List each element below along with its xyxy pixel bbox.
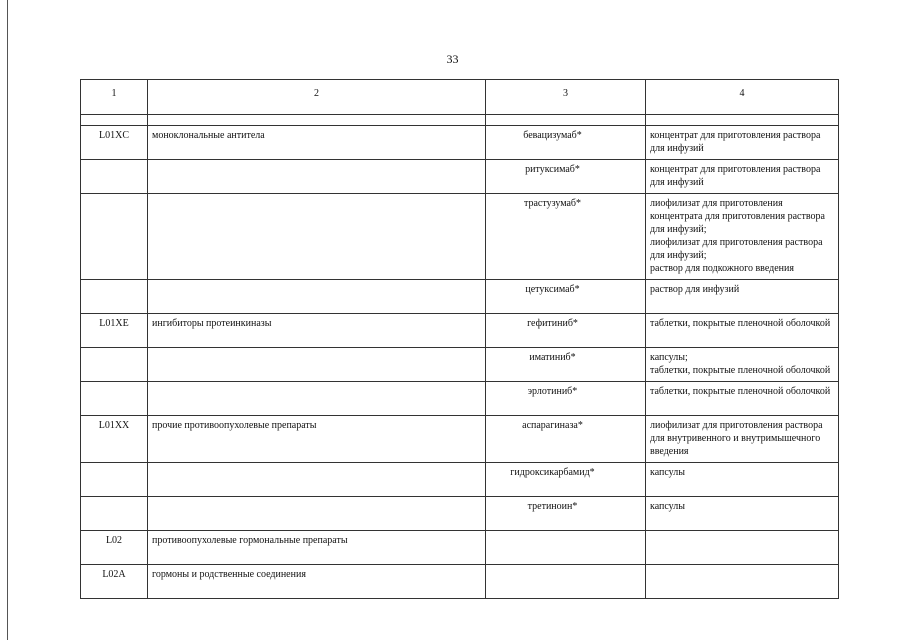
table-row bbox=[81, 531, 839, 565]
drug-name-cell: аспарагиназа* bbox=[486, 416, 646, 463]
page-number: 33 bbox=[446, 52, 459, 66]
group-name-cell bbox=[148, 160, 486, 194]
table-row bbox=[81, 416, 839, 463]
drug-name-cell: иматиниб* bbox=[486, 348, 646, 382]
group-name-cell bbox=[148, 463, 486, 497]
spacer-cell bbox=[81, 115, 148, 126]
drug-name-cell: эрлотиниб* bbox=[486, 382, 646, 416]
atc-code-cell bbox=[81, 348, 148, 382]
drug-name-cell: гефитиниб* bbox=[486, 314, 646, 348]
drug-name-cell: цетуксимаб* bbox=[486, 280, 646, 314]
table-row bbox=[81, 194, 839, 280]
dosage-form-cell: капсулы; таблетки, покрытые пленочной оболочкой bbox=[646, 348, 839, 382]
spacer-cell bbox=[486, 115, 646, 126]
atc-code-cell: L01XC bbox=[81, 126, 148, 160]
header-cell-2: 2 bbox=[148, 80, 486, 115]
header-cell-4: 4 bbox=[646, 80, 839, 115]
table-row bbox=[81, 463, 839, 497]
group-name-cell: ингибиторы протеинкиназы bbox=[148, 314, 486, 348]
atc-code-cell bbox=[81, 194, 148, 280]
atc-code-cell: L02 bbox=[81, 531, 148, 565]
dosage-form-cell: лиофилизат для приготовления концентрата для приготовления раствора для инфузий; лиофилизат для приготовления раствора для инфузий; раствор для подкожного введения bbox=[646, 194, 839, 280]
page-edge-line bbox=[7, 0, 8, 640]
dosage-form-cell: капсулы bbox=[646, 463, 839, 497]
group-name-cell: противоопухолевые гормональные препараты bbox=[148, 531, 486, 565]
spacer-cell bbox=[646, 115, 839, 126]
drug-table bbox=[80, 79, 839, 599]
dosage-form-cell: концентрат для приготовления раствора для инфузий bbox=[646, 160, 839, 194]
atc-code-cell bbox=[81, 160, 148, 194]
group-name-cell bbox=[148, 497, 486, 531]
drug-name-cell: гидроксикарбамид* bbox=[486, 463, 646, 497]
drug-name-cell bbox=[486, 531, 646, 565]
dosage-form-cell: лиофилизат для приготовления раствора для внутривенного и внутримышечного введения bbox=[646, 416, 839, 463]
dosage-form-cell bbox=[646, 531, 839, 565]
drug-name-cell: трастузумаб* bbox=[486, 194, 646, 280]
group-name-cell bbox=[148, 382, 486, 416]
atc-code-cell bbox=[81, 463, 148, 497]
dosage-form-cell: таблетки, покрытые пленочной оболочкой bbox=[646, 314, 839, 348]
header-cell-3: 3 bbox=[486, 80, 646, 115]
atc-code-cell: L01XX bbox=[81, 416, 148, 463]
spacer-cell bbox=[148, 115, 486, 126]
dosage-form-cell bbox=[646, 565, 839, 599]
dosage-form-cell: раствор для инфузий bbox=[646, 280, 839, 314]
table-row bbox=[81, 160, 839, 194]
group-name-cell bbox=[148, 280, 486, 314]
table-header-row bbox=[81, 80, 839, 115]
group-name-cell bbox=[148, 194, 486, 280]
group-name-cell bbox=[148, 348, 486, 382]
atc-code-cell: L01XE bbox=[81, 314, 148, 348]
header-cell-1: 1 bbox=[81, 80, 148, 115]
drug-name-cell: бевацизумаб* bbox=[486, 126, 646, 160]
drug-name-cell: третиноин* bbox=[486, 497, 646, 531]
dosage-form-cell: концентрат для приготовления раствора для инфузий bbox=[646, 126, 839, 160]
drug-name-cell bbox=[486, 565, 646, 599]
atc-code-cell bbox=[81, 497, 148, 531]
group-name-cell: прочие противоопухолевые препараты bbox=[148, 416, 486, 463]
header-spacer-row bbox=[81, 115, 839, 126]
table-row bbox=[81, 497, 839, 531]
atc-code-cell: L02A bbox=[81, 565, 148, 599]
table-row bbox=[81, 314, 839, 348]
group-name-cell: гормоны и родственные соединения bbox=[148, 565, 486, 599]
group-name-cell: моноклональные антитела bbox=[148, 126, 486, 160]
table-row bbox=[81, 280, 839, 314]
table-row bbox=[81, 126, 839, 160]
dosage-form-cell: капсулы bbox=[646, 497, 839, 531]
drug-name-cell: ритуксимаб* bbox=[486, 160, 646, 194]
dosage-form-cell: таблетки, покрытые пленочной оболочкой bbox=[646, 382, 839, 416]
table-row bbox=[81, 382, 839, 416]
table-row bbox=[81, 565, 839, 599]
table-row bbox=[81, 348, 839, 382]
atc-code-cell bbox=[81, 382, 148, 416]
atc-code-cell bbox=[81, 280, 148, 314]
